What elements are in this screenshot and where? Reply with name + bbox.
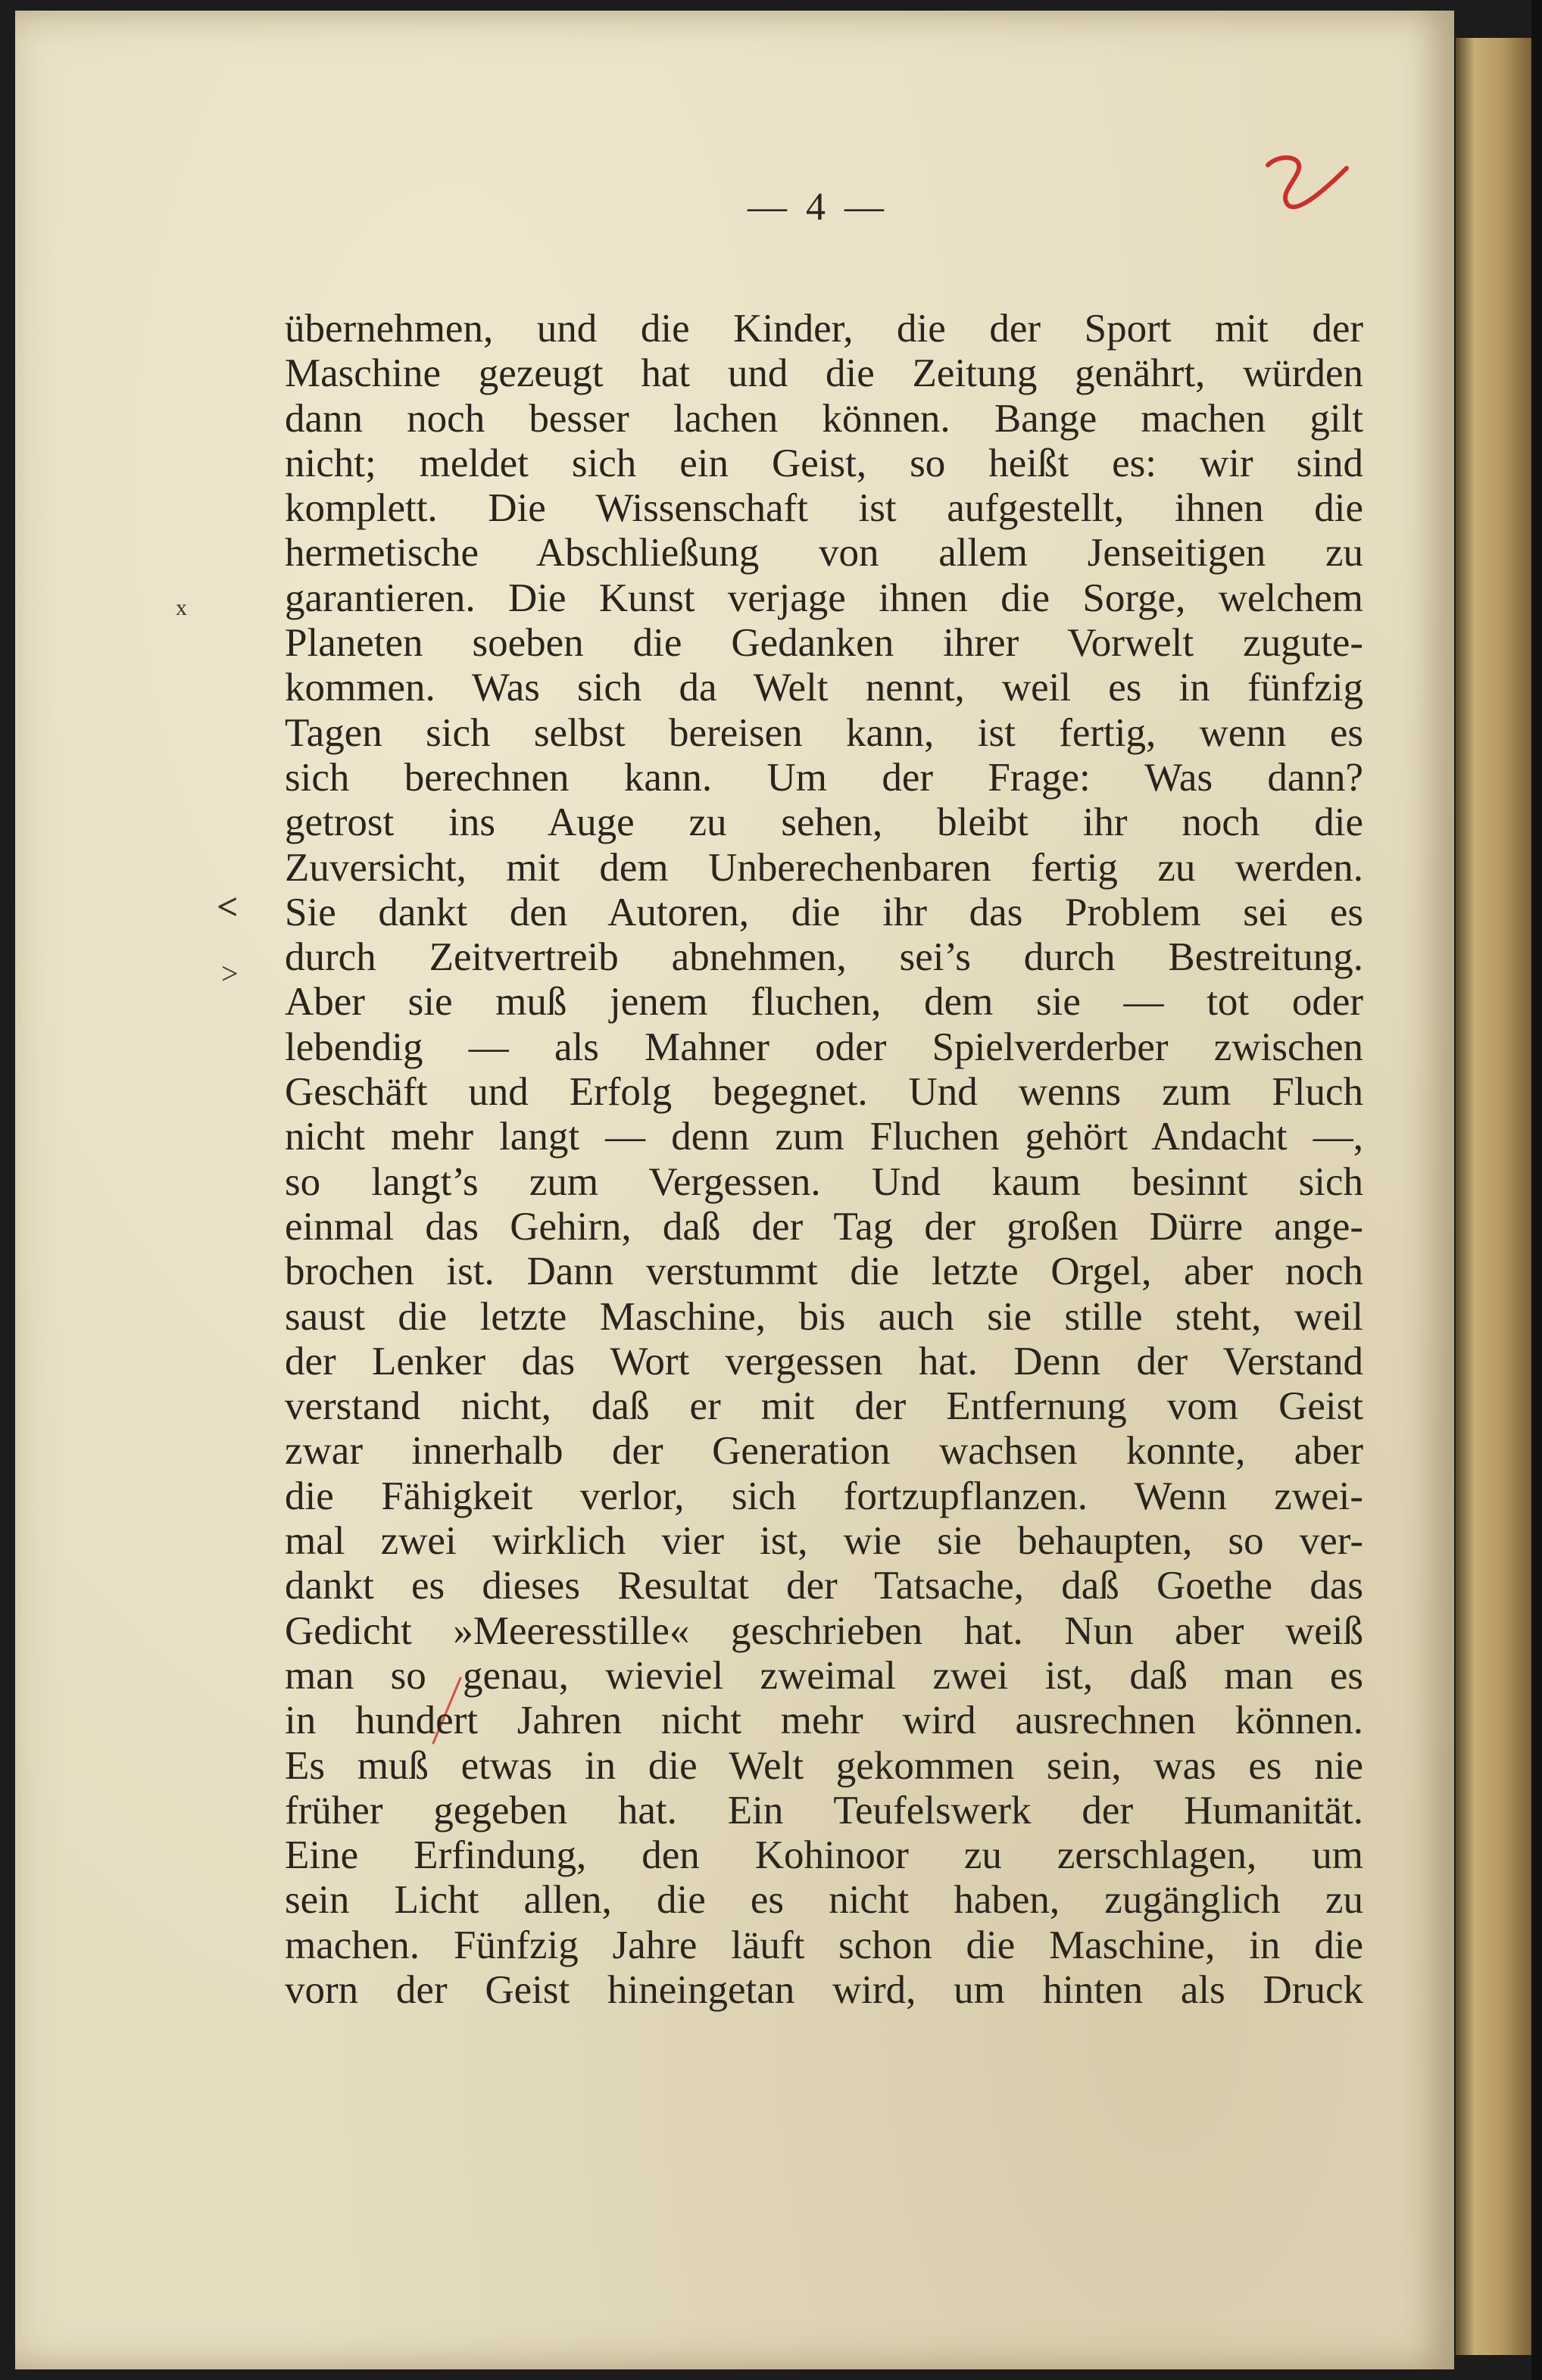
text-line: Maschine gezeugt hat und die Zeitung genährt, würden	[285, 351, 1363, 396]
text-line: Gedicht »Meeresstille« geschrieben hat. Nun aber weiß	[285, 1608, 1363, 1653]
adjacent-page-edge	[1456, 38, 1531, 2355]
text-line: vorn der Geist hineingetan wird, um hinten als Druck	[285, 1967, 1363, 2012]
text-line: übernehmen, und die Kinder, die der Sport mit der	[285, 307, 1363, 351]
text-line: hermetische Abschließung von allem Jenseitigen zu	[285, 531, 1363, 576]
margin-mark-x: x	[176, 595, 187, 620]
text-line: saust die letzte Maschine, bis auch sie stille steht, weil	[285, 1294, 1363, 1339]
text-line: komplett. Die Wissenschaft ist aufgestellt, ihnen die	[285, 486, 1363, 531]
text-line: Zuversicht, mit dem Unberechenbaren fertig zu werden.	[285, 845, 1363, 890]
text-line: einmal das Gehirn, daß der Tag der großen Dürre ange-	[285, 1204, 1363, 1249]
text-line: Aber sie muß jenem fluchen, dem sie — tot oder	[285, 980, 1363, 1025]
text-line: so langt’s zum Vergessen. Und kaum besinnt sich	[285, 1159, 1363, 1204]
text-line: nicht mehr langt — denn zum Fluchen gehört Andacht —,	[285, 1115, 1363, 1159]
text-line: lebendig — als Mahner oder Spielverderber zwischen	[285, 1025, 1363, 1069]
text-line: Geschäft und Erfolg begegnet. Und wenns zum Fluch	[285, 1070, 1363, 1115]
text-line: kommen. Was sich da Welt nennt, weil es in fünfzig	[285, 666, 1363, 710]
text-line: sein Licht allen, die es nicht haben, zugänglich zu	[285, 1878, 1363, 1923]
text-line: Tagen sich selbst bereisen kann, ist fertig, wenn es	[285, 710, 1363, 755]
text-line: Planeten soeben die Gedanken ihrer Vorwelt zugute-	[285, 621, 1363, 666]
page-number: — 4 —	[748, 186, 888, 229]
red-pencil-annotation	[1257, 151, 1356, 220]
text-line: verstand nicht, daß er mit der Entfernung vom Geist	[285, 1384, 1363, 1429]
text-line: Eine Erfindung, den Kohinoor zu zerschlagen, um	[285, 1833, 1363, 1878]
text-line: mal zwei wirklich vier ist, wie sie behaupten, so ver-	[285, 1519, 1363, 1564]
text-line: dankt es dieses Resultat der Tatsache, daß Goethe das	[285, 1564, 1363, 1608]
text-line: getrost ins Auge zu sehen, bleibt ihr noch die	[285, 800, 1363, 845]
text-line: früher gegeben hat. Ein Teufelswerk der Humanität.	[285, 1788, 1363, 1833]
text-line: in hundert Jahren nicht mehr wird ausrechnen können.	[285, 1698, 1363, 1743]
text-line: zwar innerhalb der Generation wachsen konnte, aber	[285, 1429, 1363, 1474]
text-line: garantieren. Die Kunst verjage ihnen die Sorge, welchem	[285, 576, 1363, 620]
text-line: man so genau, wieviel zweimal zwei ist, daß man es	[285, 1653, 1363, 1698]
margin-arrow-left: <	[217, 885, 239, 928]
body-text	[285, 307, 1363, 2013]
margin-arrow-right: >	[221, 956, 239, 990]
scan-border	[1531, 0, 1542, 2380]
text-line: dann noch besser lachen können. Bange machen gilt	[285, 396, 1363, 441]
text-line: brochen ist. Dann verstummt die letzte Orgel, aber noch	[285, 1249, 1363, 1294]
text-line: die Fähigkeit verlor, sich fortzupflanzen. Wenn zwei-	[285, 1474, 1363, 1518]
text-line: der Lenker das Wort vergessen hat. Denn der Verstand	[285, 1339, 1363, 1383]
text-line: Es muß etwas in die Welt gekommen sein, was es nie	[285, 1743, 1363, 1788]
text-line: machen. Fünfzig Jahre läuft schon die Maschine, in die	[285, 1923, 1363, 1967]
text-line: sich berechnen kann. Um der Frage: Was dann?	[285, 755, 1363, 800]
text-line: Sie dankt den Autoren, die ihr das Problem sei es	[285, 890, 1363, 934]
text-line: durch Zeitvertreib abnehmen, sei’s durch Bestreitung.	[285, 935, 1363, 980]
text-line: nicht; meldet sich ein Geist, so heißt es: wir sind	[285, 441, 1363, 485]
